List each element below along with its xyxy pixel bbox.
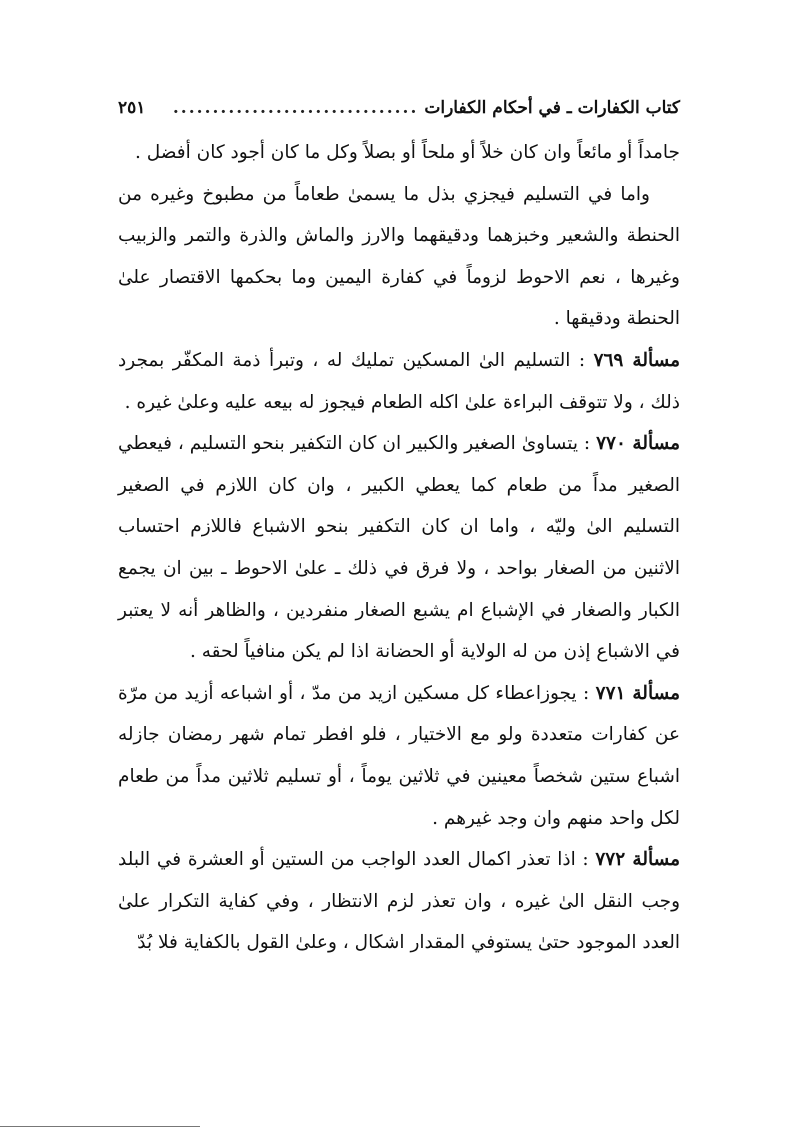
issue-label: مسألة ٧٧٠	[596, 433, 681, 455]
paragraph-text: : يتساوىٰ الصغير والكبير ان كان التكفير بنحو التسليم ، فيعطي الصغير مداً من طعام كما يعطي الكبير ، وان كان اللازم في الصغير التسليم الىٰ وليّه ، واما ان كان التكفير بنحو الاشباع فاللازم احتساب الاثنين من الصغار بواحد ، ولا فرق في ذلك ـ علىٰ الاحوط ـ بين ان يجمع الكبار والصغار في الإشباع ام يشبع الصغار منفردين ، والظاهر أنه لا يعتبر في الاشباع إذن من له الولاية أو الحضانة اذا لم يكن منافياً لحقه .	[118, 433, 680, 663]
issue-label: مسألة ٧٧٢	[595, 849, 681, 871]
issue-label: مسألة ٧٧١	[595, 682, 680, 704]
chapter-title: كتاب الكفارات ـ في أحكام الكفارات	[424, 98, 680, 118]
running-header	[118, 98, 680, 132]
paragraph-text: : اذا تعذر اكمال العدد الواجب من الستين أو العشرة في البلد وجب النقل الىٰ غيره ، وان تعذر لزم الانتظار ، وفي كفاية التكرار علىٰ العدد الموجود حتىٰ يستوفي المقدار اشكال ، وعلىٰ القول بالكفاية فلا بُدّ	[118, 849, 680, 954]
paragraph-text: جامداً أو مائعاً وان كان خلاً أو ملحاً أو بصلاً وكل ما كان أجود كان أفضل .	[134, 142, 680, 163]
document-page	[118, 98, 680, 964]
paragraph	[118, 340, 680, 423]
paragraph	[118, 673, 680, 839]
paragraph	[118, 174, 680, 340]
paragraph-text: : التسليم الىٰ المسكين تمليك له ، وتبرأ ذمة المكفّر بمجرد ذلك ، ولا تتوقف البراءة علىٰ اكله الطعام فيجوز له بيعه عليه وعلىٰ غيره .	[118, 349, 680, 413]
paragraph	[118, 132, 680, 174]
page-number: ٢٥١	[118, 98, 146, 118]
leader-dots: ...............................	[172, 98, 419, 118]
paragraph	[118, 839, 680, 964]
footer-rule	[0, 1126, 200, 1127]
paragraph-text: واما في التسليم فيجزي بذل ما يسمىٰ طعاماً من مطبوخ وغيره من الحنطة والشعير وخبزهما ودقيقهما والارز والماش والذرة والتمر والزبيب وغيرها ، نعم الاحوط لزوماً في كفارة اليمين وما بحكمها الاقتصار علىٰ الحنطة ودقيقها .	[118, 183, 680, 330]
paragraph	[118, 423, 680, 673]
issue-label: مسألة ٧٦٩	[593, 349, 681, 371]
paragraph-text: : يجوزاعطاء كل مسكين ازيد من مدّ ، أو اشباعه أزيد من مرّة عن كفارات متعددة ولو مع الاختيار ، فلو افطر تمام شهر رمضان جازله اشباع ستين شخصاً معينين في ثلاثين يوماً ، أو تسليم ثلاثين مداً من طعام لكل واحد منهم وان وجد غيرهم .	[118, 682, 680, 829]
